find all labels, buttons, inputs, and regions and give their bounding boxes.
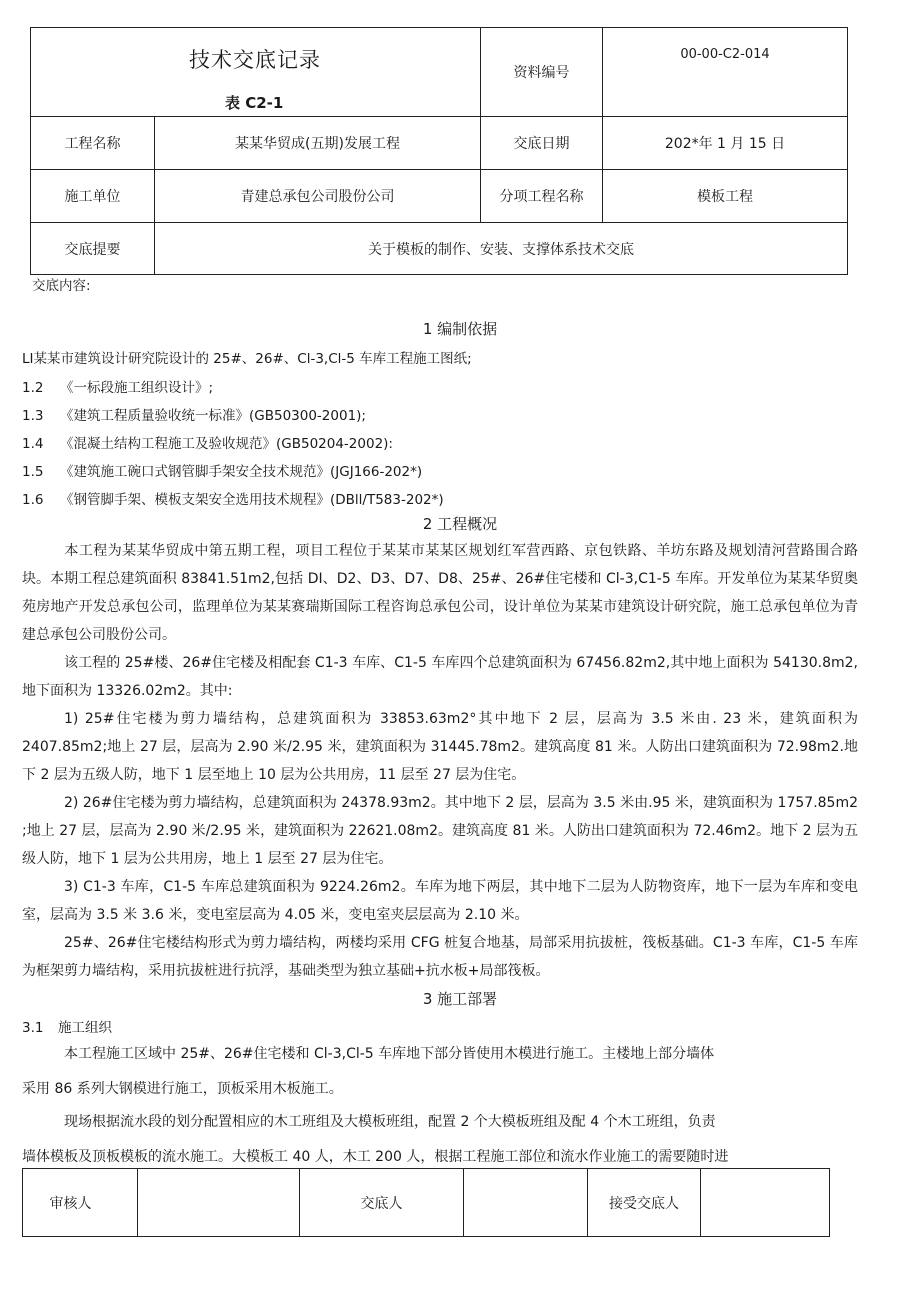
paragraph	[22, 873, 858, 929]
table-border-top	[30, 27, 848, 28]
paragraph	[22, 705, 858, 789]
subsection-title: 施工组织	[58, 1020, 112, 1036]
item-text: 《混凝土结构工程施工及验收规范》(GB50204-2002):	[60, 436, 393, 452]
paragraph-text: 1) 25#住宅楼为剪力墙结构，总建筑面积为 33853.63m2°其中地下 2 层，层高为 3.5 米由. 23 米，建筑面积为 2407.85m2;地上 27 层，层高为 2.90 米/2.95 米，建筑面积为 31445.78m2。建筑高度 81 米。人防出口建筑面积为 72.98m2.地下 2 层为五级人防，地下 1 层至地上 10 层为公共用房，11 层至 27 层为住宅。	[22, 711, 858, 783]
paragraph	[22, 537, 858, 649]
document-title: 技术交底记录	[189, 48, 321, 72]
date-value: 202*年 1 月 15 日	[664, 136, 786, 152]
paragraph-text: 3) C1-3 车库，C1-5 车库总建筑面积为 9224.26m2。车库为地下两层，其中地下二层为人防物资库，地下一层为车库和变电室，层高为 3.5 米 3.6 米，变电室层高为 4.05 米，变电室夹层层高为 2.10 米。	[22, 879, 858, 923]
item-number: LI	[22, 351, 34, 367]
subproject-label: 分项工程名称	[499, 189, 584, 205]
item-number: 1.6	[22, 492, 44, 508]
reviewer-signature-field[interactable]	[138, 1169, 299, 1236]
paragraph-line: 现场根据流水段的划分配置相应的木工班组及大模板班组，配置 2 个大模板班组及配 4 个木工班组，负责	[64, 1114, 716, 1130]
discloser-label: 交底人	[360, 1195, 403, 1212]
paragraph	[22, 929, 858, 985]
paragraph-text: 25#、26#住宅楼结构形式为剪力墙结构，两楼均采用 CFG 桩复合地基，局部采用抗拔桩，筏板基础。C1-3 车库，C1-5 车库为框架剪力墙结构，采用抗拔桩进行抗浮，基础类型为独立基础+抗水板+局部筏板。	[22, 935, 858, 979]
paragraph-line: 墙体模板及顶板模板的流水施工。大模板工 40 人，木工 200 人，根据工程施工部位和流水作业施工的需要随时进	[22, 1149, 729, 1165]
table-border-right	[829, 1168, 830, 1237]
summary-value: 关于模板的制作、安装、支撑体系技术交底	[368, 241, 634, 258]
table-border-right	[847, 27, 848, 275]
section-title: 2 工程概况	[422, 515, 498, 533]
subsection-number: 3.1	[22, 1020, 44, 1036]
project-name-label: 工程名称	[64, 136, 121, 152]
paragraph-line: 采用 86 系列大钢模进行施工，顶板采用木板施工。	[22, 1081, 343, 1097]
paragraph-text: 2) 26#住宅楼为剪力墙结构，总建筑面积为 24378.93m2。其中地下 2 层，层高为 3.5 米由.95 米，建筑面积为 1757.85m2 ;地上 27 层，层高为 2.90 米/2.95 米，建筑面积为 22621.08m2。建筑高度 81 米。人防出口建筑面积为 72.46m2。地下 2 层为五级人防，地下 1 层为公共用房，地上 1 层至 27 层为住宅。	[22, 795, 858, 867]
item-number: 1.2	[22, 380, 44, 396]
item-number: 1.5	[22, 464, 44, 480]
receiver-signature-field[interactable]	[701, 1169, 829, 1236]
doc-number-value: 00-00-C2-014	[680, 47, 770, 62]
paragraph-text: 本工程为某某华贸成中第五期工程，项目工程位于某某市某某区规划红军营西路、京包铁路、羊坊东路及规划清河营路围合路块。本期工程总建筑面积 83841.51m2,包括 DI、D2、D3、D7、D8、25#、26#住宅楼和 Cl-3,C1-5 车库。开发单位为某某华贸奥苑房地产开发总承包公司，监理单位为某某赛瑞斯国际工程咨询总承包公司，设计单位为某某市建筑设计研究院，施工总承包单位为青建总承包公司股份公司。	[22, 543, 858, 643]
paragraph	[22, 789, 858, 873]
section-title: 1 编制依据	[422, 320, 498, 338]
content-label: 交底内容:	[32, 278, 91, 294]
date-label: 交底日期	[513, 136, 570, 152]
item-text: 《钢管脚手架、模板支架安全选用技术规程》(DBll/T583-202*)	[60, 492, 444, 508]
list-item	[22, 376, 213, 396]
list-item	[22, 488, 444, 508]
form-number: 表 C2-1	[225, 94, 284, 112]
item-text: 《一标段施工组织设计》;	[60, 380, 214, 396]
doc-number-label: 资料编号	[513, 65, 570, 81]
item-number: 1.3	[22, 408, 44, 424]
contractor-value: 青建总承包公司股份公司	[240, 189, 395, 205]
list-item	[22, 460, 422, 480]
table-border-bottom	[30, 274, 848, 275]
subproject-value: 模板工程	[697, 189, 753, 205]
receiver-label: 接受交底人	[609, 1195, 679, 1212]
reviewer-label: 审核人	[49, 1195, 92, 1212]
list-item	[22, 432, 393, 452]
list-item	[22, 404, 366, 424]
list-item	[22, 347, 472, 367]
item-text: 某某市建筑设计研究院设计的 25#、26#、Cl-3,Cl-5 车库工程施工图纸;	[33, 351, 472, 367]
item-text: 《建筑施工碗口式钢管脚手架安全技术规范》(JGJ166-202*)	[60, 464, 423, 480]
contractor-label: 施工单位	[64, 189, 121, 205]
item-text: 《建筑工程质量验收统一标准》(GB50300-2001);	[60, 408, 366, 424]
table-border-bottom	[22, 1236, 830, 1237]
subsection-heading	[22, 1016, 112, 1036]
section-title: 3 施工部署	[422, 990, 498, 1008]
discloser-signature-field[interactable]	[464, 1169, 587, 1236]
paragraph	[22, 649, 858, 705]
paragraph-line: 本工程施工区域中 25#、26#住宅楼和 Cl-3,Cl-5 车库地下部分皆使用木模进行施工。主楼地上部分墙体	[64, 1046, 715, 1062]
project-name-value: 某某华贸成(五期)发展工程	[235, 136, 400, 152]
summary-label: 交底提要	[64, 241, 121, 258]
item-number: 1.4	[22, 436, 44, 452]
paragraph-text: 该工程的 25#楼、26#住宅楼及相配套 C1-3 车库、C1-5 车库四个总建筑面积为 67456.82m2,其中地上面积为 54130.8m2,地下面积为 13326.02m2。其中:	[22, 655, 858, 699]
